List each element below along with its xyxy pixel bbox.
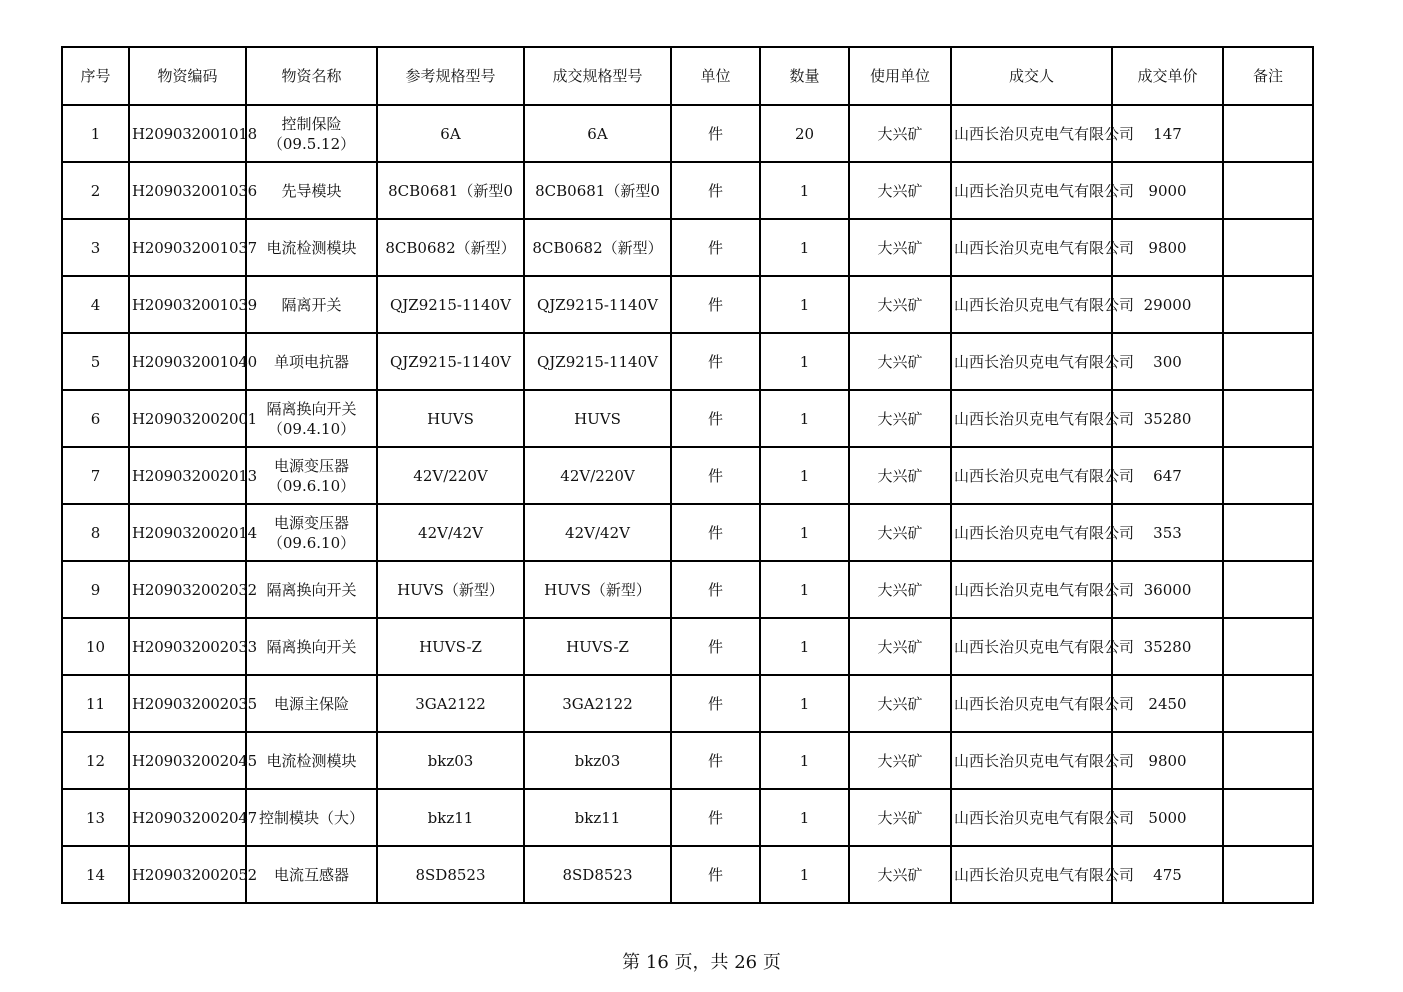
cell-index: 13 xyxy=(62,789,129,846)
cell-quantity: 1 xyxy=(760,675,849,732)
header-deal-spec: 成交规格型号 xyxy=(524,47,671,105)
cell-supplier: 山西长治贝克电气有限公司 xyxy=(951,561,1112,618)
cell-material-code: H209032001018 xyxy=(129,105,246,162)
cell-quantity: 1 xyxy=(760,162,849,219)
cell-unit: 件 xyxy=(671,618,760,675)
header-unit: 单位 xyxy=(671,47,760,105)
cell-reference-spec: bkz11 xyxy=(377,789,524,846)
cell-index: 14 xyxy=(62,846,129,903)
cell-remarks xyxy=(1223,447,1313,504)
cell-quantity: 1 xyxy=(760,333,849,390)
cell-user-unit: 大兴矿 xyxy=(849,219,951,276)
table-body xyxy=(62,105,1313,903)
cell-deal-spec: QJZ9215-1140V xyxy=(524,333,671,390)
cell-unit-price: 9000 xyxy=(1112,162,1223,219)
cell-material-name: 控制模块（大） xyxy=(246,789,377,846)
cell-material-name: 隔离换向开关 （09.4.10） xyxy=(246,390,377,447)
cell-remarks xyxy=(1223,789,1313,846)
table-row xyxy=(62,447,1313,504)
header-remarks: 备注 xyxy=(1223,47,1313,105)
cell-supplier: 山西长治贝克电气有限公司 xyxy=(951,162,1112,219)
cell-material-code: H209032002035 xyxy=(129,675,246,732)
cell-deal-spec: 3GA2122 xyxy=(524,675,671,732)
cell-material-code: H209032002001 xyxy=(129,390,246,447)
cell-user-unit: 大兴矿 xyxy=(849,162,951,219)
cell-material-code: H209032001040 xyxy=(129,333,246,390)
cell-unit-price: 9800 xyxy=(1112,219,1223,276)
cell-user-unit: 大兴矿 xyxy=(849,618,951,675)
header-user-unit: 使用单位 xyxy=(849,47,951,105)
cell-remarks xyxy=(1223,618,1313,675)
cell-user-unit: 大兴矿 xyxy=(849,276,951,333)
cell-index: 9 xyxy=(62,561,129,618)
table-row xyxy=(62,732,1313,789)
cell-material-name: 单项电抗器 xyxy=(246,333,377,390)
cell-user-unit: 大兴矿 xyxy=(849,390,951,447)
table-row xyxy=(62,105,1313,162)
cell-quantity: 1 xyxy=(760,447,849,504)
cell-unit-price: 475 xyxy=(1112,846,1223,903)
cell-reference-spec: 3GA2122 xyxy=(377,675,524,732)
cell-unit: 件 xyxy=(671,846,760,903)
cell-index: 5 xyxy=(62,333,129,390)
cell-unit: 件 xyxy=(671,219,760,276)
cell-remarks xyxy=(1223,675,1313,732)
cell-deal-spec: HUVS（新型） xyxy=(524,561,671,618)
cell-user-unit: 大兴矿 xyxy=(849,105,951,162)
cell-remarks xyxy=(1223,105,1313,162)
cell-supplier: 山西长治贝克电气有限公司 xyxy=(951,732,1112,789)
cell-deal-spec: QJZ9215-1140V xyxy=(524,276,671,333)
cell-material-code: H209032001037 xyxy=(129,219,246,276)
cell-supplier: 山西长治贝克电气有限公司 xyxy=(951,789,1112,846)
cell-material-name: 控制保险 （09.5.12） xyxy=(246,105,377,162)
cell-unit: 件 xyxy=(671,390,760,447)
cell-reference-spec: bkz03 xyxy=(377,732,524,789)
cell-reference-spec: HUVS（新型） xyxy=(377,561,524,618)
cell-material-name: 隔离开关 xyxy=(246,276,377,333)
cell-user-unit: 大兴矿 xyxy=(849,504,951,561)
cell-material-code: H209032002047 xyxy=(129,789,246,846)
cell-material-name: 电源变压器 （09.6.10） xyxy=(246,447,377,504)
cell-reference-spec: 42V/220V xyxy=(377,447,524,504)
cell-supplier: 山西长治贝克电气有限公司 xyxy=(951,390,1112,447)
cell-deal-spec: HUVS-Z xyxy=(524,618,671,675)
table-header-row xyxy=(62,47,1313,105)
cell-unit: 件 xyxy=(671,333,760,390)
cell-index: 11 xyxy=(62,675,129,732)
cell-index: 12 xyxy=(62,732,129,789)
cell-unit-price: 147 xyxy=(1112,105,1223,162)
cell-unit-price: 353 xyxy=(1112,504,1223,561)
cell-material-code: H209032001036 xyxy=(129,162,246,219)
cell-reference-spec: QJZ9215-1140V xyxy=(377,333,524,390)
cell-unit: 件 xyxy=(671,732,760,789)
cell-material-name: 电源主保险 xyxy=(246,675,377,732)
cell-index: 7 xyxy=(62,447,129,504)
cell-user-unit: 大兴矿 xyxy=(849,789,951,846)
cell-deal-spec: bkz11 xyxy=(524,789,671,846)
cell-reference-spec: HUVS-Z xyxy=(377,618,524,675)
cell-reference-spec: 8SD8523 xyxy=(377,846,524,903)
cell-supplier: 山西长治贝克电气有限公司 xyxy=(951,504,1112,561)
table-row xyxy=(62,789,1313,846)
cell-material-name: 电源变压器 （09.6.10） xyxy=(246,504,377,561)
cell-reference-spec: 6A xyxy=(377,105,524,162)
cell-material-code: H209032002032 xyxy=(129,561,246,618)
cell-material-code: H209032002045 xyxy=(129,732,246,789)
header-unit-price: 成交单价 xyxy=(1112,47,1223,105)
cell-index: 2 xyxy=(62,162,129,219)
cell-supplier: 山西长治贝克电气有限公司 xyxy=(951,105,1112,162)
cell-unit-price: 29000 xyxy=(1112,276,1223,333)
cell-supplier: 山西长治贝克电气有限公司 xyxy=(951,618,1112,675)
cell-reference-spec: 8CB0682（新型） xyxy=(377,219,524,276)
cell-quantity: 1 xyxy=(760,732,849,789)
cell-deal-spec: 6A xyxy=(524,105,671,162)
cell-remarks xyxy=(1223,219,1313,276)
cell-user-unit: 大兴矿 xyxy=(849,675,951,732)
cell-supplier: 山西长治贝克电气有限公司 xyxy=(951,675,1112,732)
header-quantity: 数量 xyxy=(760,47,849,105)
cell-material-name: 电流互感器 xyxy=(246,846,377,903)
cell-deal-spec: bkz03 xyxy=(524,732,671,789)
table-row xyxy=(62,390,1313,447)
cell-unit-price: 9800 xyxy=(1112,732,1223,789)
cell-material-code: H209032002014 xyxy=(129,504,246,561)
cell-supplier: 山西长治贝克电气有限公司 xyxy=(951,333,1112,390)
cell-index: 8 xyxy=(62,504,129,561)
cell-unit-price: 35280 xyxy=(1112,618,1223,675)
table-row xyxy=(62,276,1313,333)
cell-user-unit: 大兴矿 xyxy=(849,333,951,390)
cell-unit: 件 xyxy=(671,561,760,618)
header-index: 序号 xyxy=(62,47,129,105)
cell-supplier: 山西长治贝克电气有限公司 xyxy=(951,219,1112,276)
cell-deal-spec: 42V/220V xyxy=(524,447,671,504)
cell-supplier: 山西长治贝克电气有限公司 xyxy=(951,276,1112,333)
header-material-code: 物资编码 xyxy=(129,47,246,105)
cell-quantity: 20 xyxy=(760,105,849,162)
table-row xyxy=(62,504,1313,561)
cell-remarks xyxy=(1223,561,1313,618)
cell-material-code: H209032001039 xyxy=(129,276,246,333)
cell-user-unit: 大兴矿 xyxy=(849,447,951,504)
table-row xyxy=(62,675,1313,732)
cell-material-name: 电流检测模块 xyxy=(246,219,377,276)
cell-index: 3 xyxy=(62,219,129,276)
cell-unit-price: 2450 xyxy=(1112,675,1223,732)
header-reference-spec: 参考规格型号 xyxy=(377,47,524,105)
cell-deal-spec: 8SD8523 xyxy=(524,846,671,903)
procurement-table xyxy=(61,46,1314,904)
cell-deal-spec: HUVS xyxy=(524,390,671,447)
cell-user-unit: 大兴矿 xyxy=(849,846,951,903)
cell-quantity: 1 xyxy=(760,504,849,561)
cell-index: 10 xyxy=(62,618,129,675)
cell-unit-price: 36000 xyxy=(1112,561,1223,618)
cell-unit: 件 xyxy=(671,162,760,219)
cell-unit-price: 5000 xyxy=(1112,789,1223,846)
cell-reference-spec: HUVS xyxy=(377,390,524,447)
cell-quantity: 1 xyxy=(760,561,849,618)
cell-deal-spec: 8CB0681（新型0 xyxy=(524,162,671,219)
cell-reference-spec: 8CB0681（新型0 xyxy=(377,162,524,219)
header-supplier: 成交人 xyxy=(951,47,1112,105)
cell-index: 6 xyxy=(62,390,129,447)
cell-remarks xyxy=(1223,390,1313,447)
cell-material-name: 先导模块 xyxy=(246,162,377,219)
cell-unit: 件 xyxy=(671,504,760,561)
cell-material-name: 电流检测模块 xyxy=(246,732,377,789)
table-row xyxy=(62,162,1313,219)
header-material-name: 物资名称 xyxy=(246,47,377,105)
cell-remarks xyxy=(1223,162,1313,219)
cell-supplier: 山西长治贝克电气有限公司 xyxy=(951,846,1112,903)
cell-material-name: 隔离换向开关 xyxy=(246,618,377,675)
cell-material-code: H209032002052 xyxy=(129,846,246,903)
cell-reference-spec: QJZ9215-1140V xyxy=(377,276,524,333)
cell-deal-spec: 42V/42V xyxy=(524,504,671,561)
cell-reference-spec: 42V/42V xyxy=(377,504,524,561)
cell-user-unit: 大兴矿 xyxy=(849,732,951,789)
cell-quantity: 1 xyxy=(760,219,849,276)
cell-remarks xyxy=(1223,504,1313,561)
cell-remarks xyxy=(1223,333,1313,390)
cell-unit: 件 xyxy=(671,276,760,333)
cell-remarks xyxy=(1223,846,1313,903)
cell-material-name: 隔离换向开关 xyxy=(246,561,377,618)
cell-index: 1 xyxy=(62,105,129,162)
cell-unit: 件 xyxy=(671,789,760,846)
cell-quantity: 1 xyxy=(760,390,849,447)
cell-remarks xyxy=(1223,276,1313,333)
table-row xyxy=(62,219,1313,276)
cell-user-unit: 大兴矿 xyxy=(849,561,951,618)
cell-unit-price: 647 xyxy=(1112,447,1223,504)
cell-remarks xyxy=(1223,732,1313,789)
cell-material-code: H209032002013 xyxy=(129,447,246,504)
cell-quantity: 1 xyxy=(760,276,849,333)
cell-quantity: 1 xyxy=(760,789,849,846)
cell-material-code: H209032002033 xyxy=(129,618,246,675)
table-row xyxy=(62,561,1313,618)
cell-deal-spec: 8CB0682（新型） xyxy=(524,219,671,276)
cell-quantity: 1 xyxy=(760,846,849,903)
cell-unit-price: 300 xyxy=(1112,333,1223,390)
cell-unit: 件 xyxy=(671,675,760,732)
cell-supplier: 山西长治贝克电气有限公司 xyxy=(951,447,1112,504)
table-row xyxy=(62,846,1313,903)
table-row xyxy=(62,333,1313,390)
cell-unit: 件 xyxy=(671,447,760,504)
cell-unit-price: 35280 xyxy=(1112,390,1223,447)
cell-index: 4 xyxy=(62,276,129,333)
table-row xyxy=(62,618,1313,675)
cell-quantity: 1 xyxy=(760,618,849,675)
page-footer: 第 16 页，共 26 页 xyxy=(622,952,781,973)
cell-unit: 件 xyxy=(671,105,760,162)
